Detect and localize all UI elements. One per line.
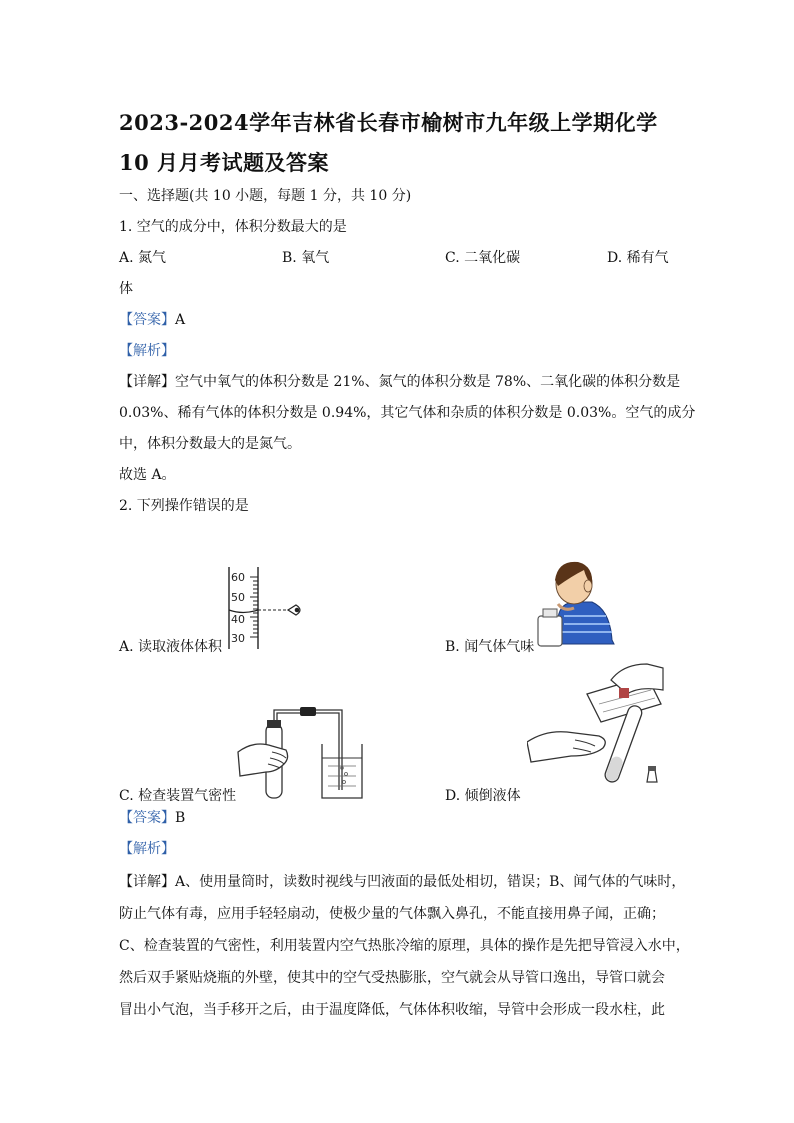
q1-answer [119, 310, 185, 330]
q2-detail-line: 冒出小气泡，当手移开之后，由于温度降低，气体体积收缩，导管中会形成一段水柱，此 [119, 1002, 665, 1018]
cylinder-mark: 50 [231, 591, 245, 604]
q1-option-c: C. 二氧化碳 [445, 250, 521, 266]
q2-detail-line [119, 872, 685, 892]
cylinder-mark: 40 [231, 613, 245, 626]
q2-stem: 2. 下列操作错误的是 [119, 498, 249, 514]
airtightness-check-figure [236, 706, 366, 802]
q1-detail-line: 0.03%、稀有气体的体积分数是 0.94%，其它气体和杂质的体积分数是 0.03%。空气的成分 [119, 405, 696, 421]
page-title: 2023-2024学年吉林省长春市榆树市九年级上学期化学 10 月月考试题及答案 [119, 110, 658, 175]
cylinder-reading-figure [222, 565, 312, 653]
q1-analysis-tag: 【解析】 [119, 343, 175, 359]
detail-text: 空气中氧气的体积分数是 21%、氮气的体积分数是 78%、二氧化碳的体积分数是 [175, 374, 681, 390]
bottle-stopper [647, 770, 657, 782]
q2-analysis-tag: 【解析】 [119, 841, 175, 857]
q2-answer [119, 808, 185, 828]
q2-option-d: D. 倾倒液体 [445, 788, 521, 804]
section-heading: 一、选择题(共 10 小题，每题 1 分，共 10 分) [119, 188, 412, 204]
detail-tag: 【详解】 [119, 874, 175, 890]
smelling-gas-figure [536, 556, 616, 652]
cylinder-mark: 30 [231, 632, 245, 645]
q1-option-b: B. 氧气 [282, 250, 330, 266]
hand-icon [527, 732, 605, 762]
q1-stem: 1. 空气的成分中，体积分数最大的是 [119, 219, 347, 235]
q1-detail-line: 中，体积分数最大的是氮气。 [119, 436, 301, 452]
q1-option-d: D. 稀有气 [607, 250, 669, 266]
answer-value: B [175, 810, 186, 826]
cylinder-mark: 60 [231, 571, 245, 584]
detail-tag: 【详解】 [119, 374, 175, 390]
q2-detail-line: 防止气体有毒，应用手轻轻扇动，使极少量的气体飘入鼻孔，不能直接用鼻子闻，正确； [119, 906, 665, 922]
answer-tag: 【答案】 [119, 810, 175, 826]
detail-text: A、使用量筒时，读数时视线与凹液面的最低处相切，错误；B、闻气体的气味时， [175, 874, 686, 890]
q2-detail-line: 然后双手紧贴烧瓶的外壁，使其中的空气受热膨胀，空气就会从导管口逸出，导管口就会 [119, 970, 665, 986]
q2-option-a: A. 读取液体体积 [119, 639, 223, 655]
q1-option-a: A. 氮气 [119, 250, 167, 266]
q2-option-c: C. 检查装置气密性 [119, 788, 237, 804]
q2-option-b: B. 闻气体气味 [445, 639, 535, 655]
q2-detail-line: C、检查装置的气密性，利用装置内空气热胀冷缩的原理，具体的操作是先把导管浸入水中， [119, 938, 690, 954]
q1-option-d-wrap: 体 [119, 281, 133, 297]
answer-tag: 【答案】 [119, 312, 175, 328]
pouring-liquid-figure [527, 660, 667, 792]
answer-value: A [175, 312, 186, 328]
q1-conclusion: 故选 A。 [119, 467, 176, 483]
q1-detail-line [119, 372, 680, 392]
